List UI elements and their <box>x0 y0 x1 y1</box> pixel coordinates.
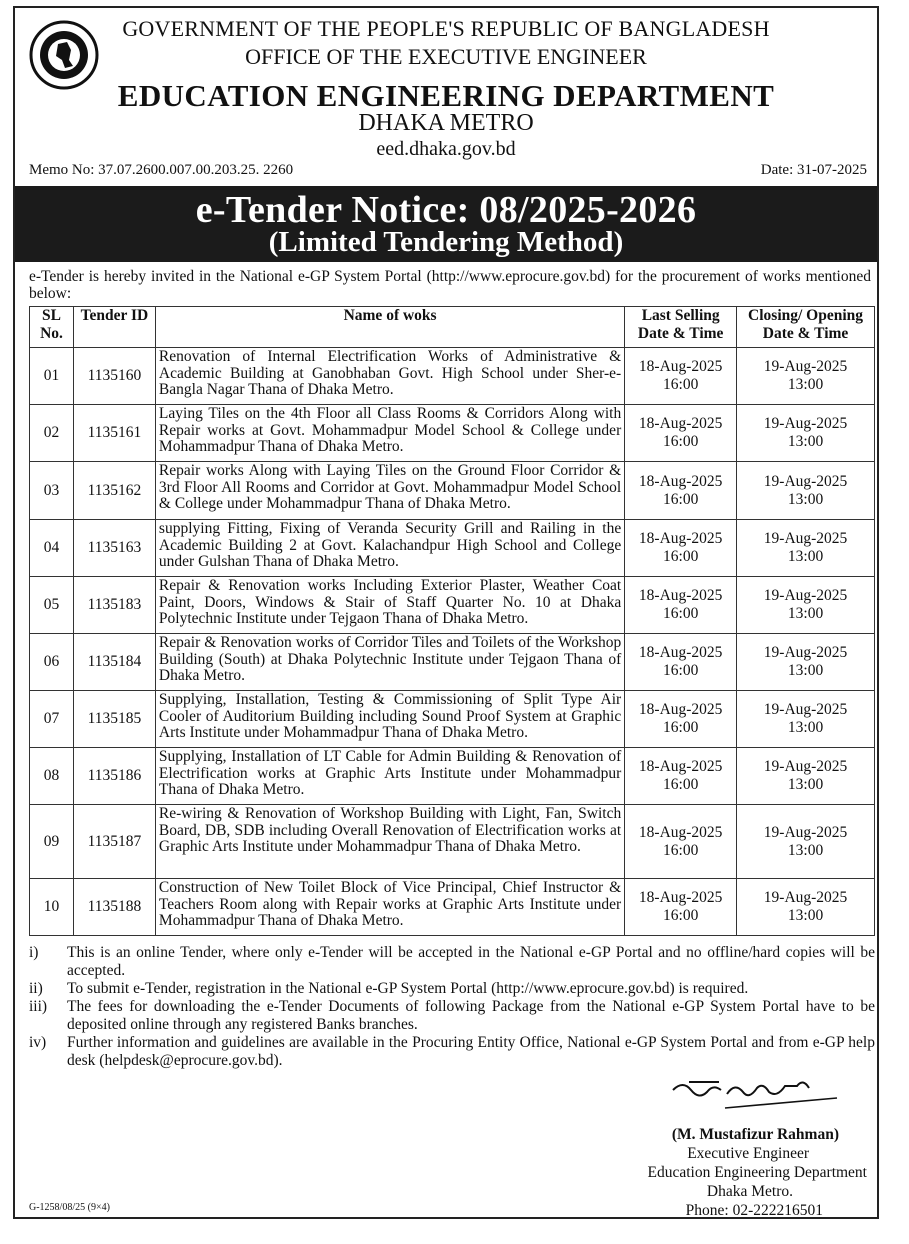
row-sl-sl: 03 <box>43 481 60 499</box>
row-closing-opening-close-time: 13:00 <box>787 548 824 565</box>
row-closing-opening-close-date: 19-Aug-2025 <box>763 758 848 775</box>
memo-number: Memo No: 37.07.2600.007.00.203.25. 2260 <box>29 162 294 178</box>
row-closing-opening-close-time: 13:00 <box>787 376 824 393</box>
note-text: To submit e-Tender, registration in the National e-GP System Portal (http://www.eprocure.gov.bd) is required. <box>67 980 749 997</box>
row-closing-opening <box>737 520 875 577</box>
note-number: iv) <box>29 1034 47 1051</box>
row-sl-sl: 05 <box>43 596 60 613</box>
row-last-selling <box>625 462 737 520</box>
notice-title: e-Tender Notice: 08/2025-2026 <box>195 189 697 231</box>
row-last-selling <box>625 805 737 879</box>
row-name-of-works <box>155 348 624 405</box>
row-name-of-works <box>155 405 624 462</box>
row-sl-sl: 02 <box>43 424 60 441</box>
row-closing-opening-close-time: 13:00 <box>787 719 824 736</box>
row-name-of-works <box>155 520 624 577</box>
row-closing-opening-close-date: 19-Aug-2025 <box>763 644 848 661</box>
signature-image <box>665 1072 840 1122</box>
col-tender-id: Tender ID <box>73 307 155 348</box>
note-number: i) <box>29 944 39 961</box>
row-tender-id-id: 1135187 <box>87 832 142 850</box>
note-item <box>29 998 875 1034</box>
row-tender-id <box>73 405 155 462</box>
row-name-of-works-name: Supplying, Installation, Testing & Commissioning of Split Type Air Cooler of Auditorium Building including Sound Proof System at Graphic Arts Institute under Mohammadpur Thana of Dhaka Metro. <box>158 691 622 741</box>
row-tender-id-id: 1135163 <box>87 539 142 556</box>
row-sl-sl: 09 <box>43 832 60 850</box>
row-last-selling-sell-time: 16:00 <box>663 776 699 793</box>
table-row <box>30 462 875 520</box>
table-row <box>30 405 875 462</box>
row-closing-opening <box>737 348 875 405</box>
row-sl <box>30 348 74 405</box>
row-name-of-works <box>155 462 624 520</box>
row-tender-id <box>73 879 155 936</box>
row-sl <box>30 879 74 936</box>
note-text: This is an online Tender, where only e-Tender will be accepted in the National e-GP Portal and no offline/hard copies will be accepted. <box>67 944 875 979</box>
row-closing-opening-close-time: 13:00 <box>787 490 824 508</box>
row-closing-opening-close-date: 19-Aug-2025 <box>763 358 848 375</box>
row-last-selling-sell-time: 16:00 <box>663 490 699 508</box>
notice-subtitle: (Limited Tendering Method) <box>268 226 624 258</box>
row-last-selling-sell-date: 18-Aug-2025 <box>638 701 723 718</box>
notice-date: Date: 31-07-2025 <box>760 162 867 178</box>
row-closing-opening-close-date: 19-Aug-2025 <box>763 472 848 490</box>
row-sl <box>30 691 74 748</box>
header-website: eed.dhaka.gov.bd <box>376 138 516 160</box>
row-last-selling-sell-date: 18-Aug-2025 <box>638 358 723 375</box>
signatory-phone: Phone: 02-222216501 <box>685 1202 823 1219</box>
row-sl <box>30 462 74 520</box>
row-sl <box>30 405 74 462</box>
row-last-selling-sell-time: 16:00 <box>663 376 699 393</box>
row-tender-id <box>73 577 155 634</box>
row-name-of-works <box>155 748 624 805</box>
row-closing-opening-close-time: 13:00 <box>787 841 824 859</box>
row-sl-sl: 01 <box>43 367 60 384</box>
row-tender-id <box>73 348 155 405</box>
row-sl-sl: 04 <box>43 539 60 556</box>
row-last-selling-sell-time: 16:00 <box>663 605 699 622</box>
works-table <box>29 306 875 936</box>
row-name-of-works <box>155 691 624 748</box>
row-last-selling-sell-time: 16:00 <box>663 719 699 736</box>
row-last-selling <box>625 348 737 405</box>
row-name-of-works <box>155 634 624 691</box>
row-closing-opening <box>737 405 875 462</box>
signatory-name: (M. Mustafizur Rahman) <box>671 1126 839 1143</box>
row-name-of-works-name: Supplying, Installation of LT Cable for Admin Building & Renovation of Electrification works at Graphic Arts Institute under Mohammadpur Thana of Dhaka Metro. <box>158 748 622 798</box>
row-tender-id <box>73 748 155 805</box>
col-sl: SL No. <box>30 307 74 348</box>
row-last-selling-sell-date: 18-Aug-2025 <box>638 472 723 490</box>
row-last-selling-sell-time: 16:00 <box>663 662 699 679</box>
row-last-selling-sell-time: 16:00 <box>663 548 699 565</box>
table-row <box>30 520 875 577</box>
row-last-selling <box>625 691 737 748</box>
row-name-of-works <box>155 805 624 879</box>
row-name-of-works-name: Repair & Renovation works of Corridor Tiles and Toilets of the Workshop Building (South) at Dhaka Polytechnic Institute under Tejgaon Thana of Dhaka Metro. <box>158 634 622 684</box>
row-last-selling <box>625 748 737 805</box>
col-last-selling: Last Selling Date & Time <box>625 307 737 348</box>
table-row <box>30 748 875 805</box>
header-government: GOVERNMENT OF THE PEOPLE'S REPUBLIC OF BANGLADESH <box>122 16 770 41</box>
row-closing-opening-close-date: 19-Aug-2025 <box>763 530 848 547</box>
row-name-of-works-name: Construction of New Toilet Block of Vice Principal, Chief Instructor & Teachers Room along with Repair works at Graphic Arts Institute under Mohammadpur Thana of Dhaka Metro. <box>158 879 622 929</box>
row-last-selling-sell-date: 18-Aug-2025 <box>638 644 723 661</box>
signatory-title: Executive Engineer <box>687 1145 809 1162</box>
row-closing-opening-close-date: 19-Aug-2025 <box>763 701 848 718</box>
row-last-selling-sell-date: 18-Aug-2025 <box>638 823 723 841</box>
row-closing-opening-close-date: 19-Aug-2025 <box>763 415 848 432</box>
note-number: ii) <box>29 980 43 997</box>
note-text: The fees for downloading the e-Tender Documents of following Package from the National e-GP System Portal have to be deposited online through any registered Banks branches. <box>67 998 875 1033</box>
row-last-selling-sell-time: 16:00 <box>663 433 699 450</box>
row-closing-opening-close-date: 19-Aug-2025 <box>763 823 848 841</box>
row-sl-sl: 07 <box>43 710 60 727</box>
row-name-of-works-name: Renovation of Internal Electrification Works of Administrative & Academic Building at Ganobhaban Govt. High School under Sher-e-Bangla Nagar Thana of Dhaka Metro. <box>158 348 622 398</box>
row-closing-opening-close-time: 13:00 <box>787 433 824 450</box>
row-last-selling-sell-date: 18-Aug-2025 <box>638 587 723 604</box>
row-closing-opening-close-date: 19-Aug-2025 <box>763 889 848 906</box>
notice-intro: e-Tender is hereby invited in the National e-GP System Portal (http://www.eprocure.gov.bd) for the procurement of works mentioned below: <box>29 268 871 302</box>
row-closing-opening-close-time: 13:00 <box>787 605 824 622</box>
notes-list <box>29 944 875 1070</box>
row-last-selling-sell-time: 16:00 <box>663 907 699 924</box>
note-text: Further information and guidelines are available in the Procuring Entity Office, National e-GP System Portal and from e-GP help desk (helpdesk@eprocure.gov.bd). <box>67 1034 875 1069</box>
row-closing-opening <box>737 748 875 805</box>
row-last-selling <box>625 405 737 462</box>
row-last-selling-sell-date: 18-Aug-2025 <box>638 758 723 775</box>
header-location: DHAKA METRO <box>358 110 534 136</box>
row-last-selling <box>625 520 737 577</box>
row-sl <box>30 634 74 691</box>
row-closing-opening-close-time: 13:00 <box>787 907 824 924</box>
table-row <box>30 691 875 748</box>
row-last-selling <box>625 879 737 936</box>
row-closing-opening-close-time: 13:00 <box>787 776 824 793</box>
print-code: G-1258/08/25 (9×4) <box>29 1202 110 1213</box>
row-closing-opening <box>737 462 875 520</box>
table-row <box>30 879 875 936</box>
row-name-of-works-name: Repair works Along with Laying Tiles on the Ground Floor Corridor & 3rd Floor All Rooms and Corridor at Govt. Mohammadpur Model School & College under Mohammadpur Thana of Dhaka Metro. <box>158 462 622 512</box>
note-number: iii) <box>29 998 48 1015</box>
row-tender-id <box>73 691 155 748</box>
row-name-of-works <box>155 879 624 936</box>
row-tender-id-id: 1135188 <box>87 898 142 915</box>
row-sl-sl: 10 <box>43 898 60 915</box>
row-tender-id <box>73 805 155 879</box>
row-tender-id-id: 1135185 <box>87 710 142 727</box>
row-closing-opening <box>737 634 875 691</box>
row-name-of-works-name: Re-wiring & Renovation of Workshop Building with Light, Fan, Switch Board, DB, SDB including Overall Renovation of Electrification works at Graphic Arts Institute under Mohammadpur Thana of Dhaka Metro. <box>158 805 622 855</box>
row-tender-id-id: 1135183 <box>87 596 142 613</box>
table-row <box>30 634 875 691</box>
note-item <box>29 1034 875 1070</box>
row-sl-sl: 06 <box>43 653 60 670</box>
row-tender-id <box>73 520 155 577</box>
row-tender-id-id: 1135162 <box>87 481 142 499</box>
row-tender-id-id: 1135186 <box>87 767 142 784</box>
tender-notice-page <box>13 6 879 1219</box>
row-last-selling <box>625 577 737 634</box>
row-tender-id <box>73 634 155 691</box>
row-name-of-works-name: Laying Tiles on the 4th Floor all Class Rooms & Corridors Along with Repair works at Govt. Mohammadpur Model School & College under Mohammadpur Thana of Dhaka Metro. <box>158 405 622 455</box>
row-closing-opening-close-time: 13:00 <box>787 662 824 679</box>
row-tender-id-id: 1135184 <box>87 653 142 670</box>
row-closing-opening-close-date: 19-Aug-2025 <box>763 587 848 604</box>
col-closing-opening: Closing/ Opening Date & Time <box>737 307 875 348</box>
row-last-selling-sell-date: 18-Aug-2025 <box>638 415 723 432</box>
row-name-of-works <box>155 577 624 634</box>
col-name-of-works: Name of woks <box>155 307 624 348</box>
row-closing-opening <box>737 805 875 879</box>
row-name-of-works-name: Repair & Renovation works Including Exterior Plaster, Weather Coat Paint, Doors, Windows & Stair of Staff Quarter No. 10 at Dhaka Polytechnic Institute under Tejgaon Thana of Dhaka Metro. <box>158 577 622 627</box>
row-closing-opening <box>737 691 875 748</box>
row-sl-sl: 08 <box>43 767 60 784</box>
table-row <box>30 348 875 405</box>
table-header-row <box>30 307 875 348</box>
row-name-of-works-name: supplying Fitting, Fixing of Veranda Security Grill and Railing in the Academic Building 2 at Govt. Kalachandpur High School and College under Gulshan Thana of Dhaka Metro. <box>158 520 622 570</box>
header-office: OFFICE OF THE EXECUTIVE ENGINEER <box>245 44 647 69</box>
note-item <box>29 980 875 998</box>
table-row <box>30 805 875 879</box>
row-last-selling-sell-date: 18-Aug-2025 <box>638 530 723 547</box>
row-closing-opening <box>737 879 875 936</box>
row-sl <box>30 748 74 805</box>
row-tender-id-id: 1135161 <box>87 424 142 441</box>
signatory-department: Education Engineering Department <box>647 1164 867 1181</box>
row-sl <box>30 805 74 879</box>
row-sl <box>30 520 74 577</box>
row-last-selling-sell-time: 16:00 <box>663 841 699 859</box>
table-row <box>30 577 875 634</box>
row-closing-opening <box>737 577 875 634</box>
signatory-location: Dhaka Metro. <box>706 1183 793 1200</box>
row-sl <box>30 577 74 634</box>
row-last-selling <box>625 634 737 691</box>
row-tender-id-id: 1135160 <box>87 367 142 384</box>
notice-banner <box>15 186 877 262</box>
row-tender-id <box>73 462 155 520</box>
note-item <box>29 944 875 980</box>
header-department: EDUCATION ENGINEERING DEPARTMENT <box>117 78 775 113</box>
row-last-selling-sell-date: 18-Aug-2025 <box>638 889 723 906</box>
